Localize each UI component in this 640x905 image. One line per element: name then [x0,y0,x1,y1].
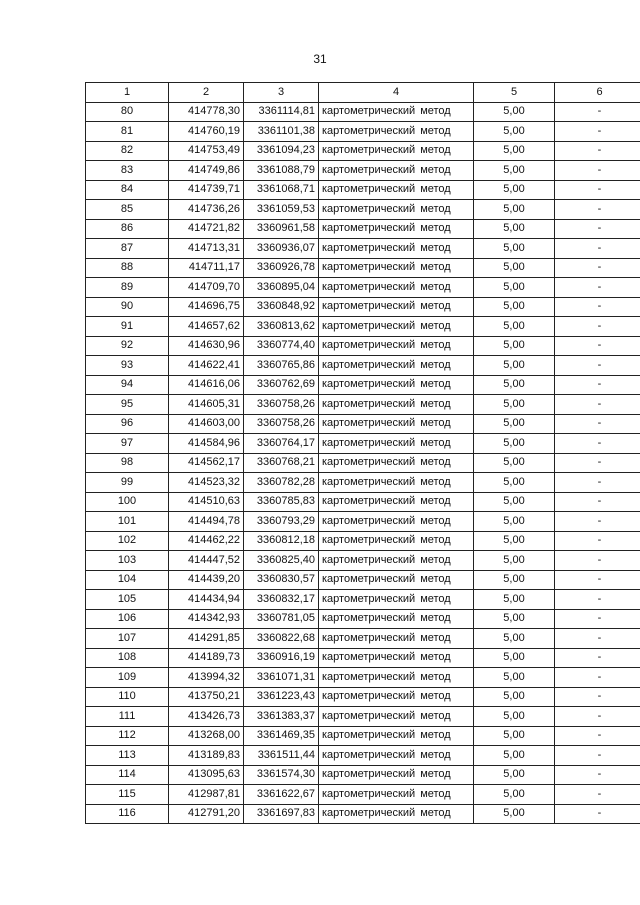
cell-method: картометрический метод [319,570,474,590]
cell-method: картометрический метод [319,804,474,824]
cell-method: картометрический метод [319,102,474,122]
table-body [86,102,640,824]
cell-point-number: 92 [86,336,169,356]
cell-method: картометрический метод [319,668,474,688]
table-row [86,531,640,551]
cell-accuracy: 5,00 [474,492,555,512]
cell-accuracy: 5,00 [474,336,555,356]
cell-point-number: 97 [86,434,169,454]
cell-method: картометрический метод [319,336,474,356]
cell-note: - [555,219,640,239]
cell-y-coordinate: 3361059,53 [244,200,319,220]
cell-x-coordinate: 414616,06 [169,375,244,395]
cell-note: - [555,785,640,805]
cell-x-coordinate: 414584,96 [169,434,244,454]
cell-y-coordinate: 3360813,62 [244,317,319,337]
cell-note: - [555,629,640,649]
table-row [86,629,640,649]
cell-y-coordinate: 3360822,68 [244,629,319,649]
header-x-coordinate: 2 [169,83,244,103]
cell-point-number: 103 [86,551,169,571]
table-row [86,492,640,512]
cell-note: - [555,141,640,161]
cell-method: картометрический метод [319,219,474,239]
cell-accuracy: 5,00 [474,278,555,298]
cell-y-coordinate: 3361383,37 [244,707,319,727]
cell-x-coordinate: 414622,41 [169,356,244,376]
cell-accuracy: 5,00 [474,239,555,259]
cell-point-number: 105 [86,590,169,610]
table-row [86,317,640,337]
cell-note: - [555,122,640,142]
table-row [86,180,640,200]
cell-note: - [555,180,640,200]
cell-note: - [555,395,640,415]
cell-point-number: 114 [86,765,169,785]
table-row [86,336,640,356]
table-row [86,804,640,824]
cell-y-coordinate: 3360926,78 [244,258,319,278]
cell-method: картометрический метод [319,726,474,746]
cell-method: картометрический метод [319,317,474,337]
cell-point-number: 100 [86,492,169,512]
cell-note: - [555,726,640,746]
cell-method: картометрический метод [319,785,474,805]
cell-y-coordinate: 3361094,23 [244,141,319,161]
cell-point-number: 102 [86,531,169,551]
cell-x-coordinate: 414462,22 [169,531,244,551]
cell-x-coordinate: 414562,17 [169,453,244,473]
cell-point-number: 94 [86,375,169,395]
cell-x-coordinate: 414630,96 [169,336,244,356]
cell-x-coordinate: 413189,83 [169,746,244,766]
cell-y-coordinate: 3360764,17 [244,434,319,454]
cell-y-coordinate: 3360793,29 [244,512,319,532]
cell-note: - [555,375,640,395]
cell-point-number: 95 [86,395,169,415]
cell-x-coordinate: 414291,85 [169,629,244,649]
table-row [86,297,640,317]
cell-accuracy: 5,00 [474,707,555,727]
table-row [86,707,640,727]
cell-x-coordinate: 414713,31 [169,239,244,259]
cell-note: - [555,356,640,376]
cell-accuracy: 5,00 [474,122,555,142]
cell-point-number: 85 [86,200,169,220]
cell-point-number: 87 [86,239,169,259]
cell-accuracy: 5,00 [474,161,555,181]
cell-y-coordinate: 3361071,31 [244,668,319,688]
cell-method: картометрический метод [319,297,474,317]
cell-point-number: 107 [86,629,169,649]
cell-method: картометрический метод [319,687,474,707]
table-row [86,473,640,493]
cell-method: картометрический метод [319,278,474,298]
cell-y-coordinate: 3361068,71 [244,180,319,200]
table-row [86,356,640,376]
cell-accuracy: 5,00 [474,200,555,220]
cell-note: - [555,161,640,181]
cell-method: картометрический метод [319,200,474,220]
cell-point-number: 99 [86,473,169,493]
cell-accuracy: 5,00 [474,297,555,317]
coordinates-table [85,82,640,824]
cell-accuracy: 5,00 [474,219,555,239]
cell-point-number: 112 [86,726,169,746]
table-row [86,395,640,415]
cell-accuracy: 5,00 [474,609,555,629]
cell-accuracy: 5,00 [474,629,555,649]
cell-y-coordinate: 3360825,40 [244,551,319,571]
table-row [86,590,640,610]
table-row [86,726,640,746]
table-row [86,609,640,629]
cell-x-coordinate: 414778,30 [169,102,244,122]
table-row [86,414,640,434]
cell-note: - [555,765,640,785]
cell-accuracy: 5,00 [474,746,555,766]
cell-accuracy: 5,00 [474,317,555,337]
cell-y-coordinate: 3361622,67 [244,785,319,805]
cell-note: - [555,668,640,688]
cell-x-coordinate: 413994,32 [169,668,244,688]
cell-y-coordinate: 3360812,18 [244,531,319,551]
cell-point-number: 109 [86,668,169,688]
cell-accuracy: 5,00 [474,395,555,415]
cell-x-coordinate: 414749,86 [169,161,244,181]
cell-method: картометрический метод [319,258,474,278]
cell-point-number: 96 [86,414,169,434]
cell-method: картометрический метод [319,434,474,454]
cell-y-coordinate: 3360758,26 [244,395,319,415]
cell-method: картометрический метод [319,707,474,727]
cell-accuracy: 5,00 [474,414,555,434]
cell-accuracy: 5,00 [474,453,555,473]
cell-point-number: 104 [86,570,169,590]
cell-point-number: 90 [86,297,169,317]
cell-note: - [555,648,640,668]
cell-y-coordinate: 3360848,92 [244,297,319,317]
cell-point-number: 101 [86,512,169,532]
cell-accuracy: 5,00 [474,180,555,200]
cell-y-coordinate: 3360782,28 [244,473,319,493]
cell-method: картометрический метод [319,590,474,610]
cell-accuracy: 5,00 [474,687,555,707]
cell-note: - [555,512,640,532]
cell-x-coordinate: 414605,31 [169,395,244,415]
cell-method: картометрический метод [319,492,474,512]
cell-accuracy: 5,00 [474,531,555,551]
cell-x-coordinate: 414711,17 [169,258,244,278]
table-row [86,765,640,785]
header-note: 6 [555,83,640,103]
cell-note: - [555,434,640,454]
cell-y-coordinate: 3361697,83 [244,804,319,824]
cell-x-coordinate: 414709,70 [169,278,244,298]
cell-note: - [555,278,640,298]
cell-x-coordinate: 414439,20 [169,570,244,590]
table-row [86,648,640,668]
cell-accuracy: 5,00 [474,356,555,376]
cell-note: - [555,551,640,571]
cell-note: - [555,200,640,220]
cell-y-coordinate: 3361088,79 [244,161,319,181]
cell-accuracy: 5,00 [474,375,555,395]
cell-note: - [555,492,640,512]
cell-method: картометрический метод [319,239,474,259]
cell-x-coordinate: 412791,20 [169,804,244,824]
header-row [86,83,640,103]
cell-point-number: 98 [86,453,169,473]
table-row [86,239,640,259]
cell-note: - [555,590,640,610]
cell-x-coordinate: 413750,21 [169,687,244,707]
cell-point-number: 116 [86,804,169,824]
cell-accuracy: 5,00 [474,570,555,590]
cell-note: - [555,453,640,473]
cell-note: - [555,473,640,493]
cell-x-coordinate: 414739,71 [169,180,244,200]
cell-y-coordinate: 3360774,40 [244,336,319,356]
cell-point-number: 80 [86,102,169,122]
table-row [86,161,640,181]
cell-y-coordinate: 3360768,21 [244,453,319,473]
cell-y-coordinate: 3360765,86 [244,356,319,376]
cell-point-number: 84 [86,180,169,200]
cell-x-coordinate: 413268,00 [169,726,244,746]
cell-method: картометрический метод [319,648,474,668]
cell-method: картометрический метод [319,375,474,395]
cell-point-number: 108 [86,648,169,668]
cell-point-number: 82 [86,141,169,161]
cell-method: картометрический метод [319,122,474,142]
cell-note: - [555,804,640,824]
cell-method: картометрический метод [319,141,474,161]
header-y-coordinate: 3 [244,83,319,103]
table-row [86,219,640,239]
table-row [86,453,640,473]
cell-x-coordinate: 414736,26 [169,200,244,220]
cell-point-number: 93 [86,356,169,376]
cell-method: картометрический метод [319,180,474,200]
table-row [86,102,640,122]
cell-accuracy: 5,00 [474,512,555,532]
cell-accuracy: 5,00 [474,726,555,746]
cell-x-coordinate: 414447,52 [169,551,244,571]
cell-x-coordinate: 413095,63 [169,765,244,785]
cell-accuracy: 5,00 [474,668,555,688]
cell-y-coordinate: 3360781,05 [244,609,319,629]
cell-y-coordinate: 3360916,19 [244,648,319,668]
cell-method: картометрический метод [319,473,474,493]
table-row [86,746,640,766]
cell-y-coordinate: 3361114,81 [244,102,319,122]
cell-x-coordinate: 414696,75 [169,297,244,317]
cell-note: - [555,687,640,707]
cell-method: картометрический метод [319,453,474,473]
cell-point-number: 81 [86,122,169,142]
cell-x-coordinate: 414434,94 [169,590,244,610]
cell-method: картометрический метод [319,414,474,434]
cell-method: картометрический метод [319,161,474,181]
cell-method: картометрический метод [319,531,474,551]
cell-accuracy: 5,00 [474,785,555,805]
cell-point-number: 106 [86,609,169,629]
cell-y-coordinate: 3360936,07 [244,239,319,259]
cell-note: - [555,414,640,434]
table-row [86,570,640,590]
cell-note: - [555,317,640,337]
cell-note: - [555,746,640,766]
cell-x-coordinate: 413426,73 [169,707,244,727]
cell-y-coordinate: 3360785,83 [244,492,319,512]
cell-point-number: 110 [86,687,169,707]
cell-method: картометрический метод [319,551,474,571]
table-row [86,141,640,161]
cell-y-coordinate: 3361469,35 [244,726,319,746]
cell-x-coordinate: 414523,32 [169,473,244,493]
cell-accuracy: 5,00 [474,141,555,161]
cell-x-coordinate: 414189,73 [169,648,244,668]
cell-accuracy: 5,00 [474,102,555,122]
cell-note: - [555,102,640,122]
cell-method: картометрический метод [319,395,474,415]
cell-point-number: 111 [86,707,169,727]
cell-x-coordinate: 414760,19 [169,122,244,142]
table-row [86,512,640,532]
cell-method: картометрический метод [319,609,474,629]
cell-y-coordinate: 3360832,17 [244,590,319,610]
page-number: 31 [313,52,327,66]
cell-y-coordinate: 3361574,30 [244,765,319,785]
cell-note: - [555,609,640,629]
cell-x-coordinate: 414657,62 [169,317,244,337]
table-row [86,785,640,805]
cell-x-coordinate: 414342,93 [169,609,244,629]
cell-accuracy: 5,00 [474,434,555,454]
cell-method: картометрический метод [319,629,474,649]
cell-x-coordinate: 414510,63 [169,492,244,512]
table-row [86,200,640,220]
cell-x-coordinate: 414494,78 [169,512,244,532]
cell-point-number: 113 [86,746,169,766]
cell-accuracy: 5,00 [474,804,555,824]
cell-point-number: 115 [86,785,169,805]
cell-y-coordinate: 3360961,58 [244,219,319,239]
cell-x-coordinate: 414753,49 [169,141,244,161]
cell-method: картометрический метод [319,512,474,532]
cell-accuracy: 5,00 [474,648,555,668]
cell-y-coordinate: 3360895,04 [244,278,319,298]
table-row [86,551,640,571]
cell-note: - [555,336,640,356]
cell-point-number: 88 [86,258,169,278]
cell-y-coordinate: 3360758,26 [244,414,319,434]
table-row [86,122,640,142]
cell-y-coordinate: 3360762,69 [244,375,319,395]
table-row [86,687,640,707]
table-row [86,278,640,298]
cell-accuracy: 5,00 [474,551,555,571]
cell-note: - [555,707,640,727]
cell-note: - [555,531,640,551]
table-row [86,668,640,688]
cell-y-coordinate: 3361223,43 [244,687,319,707]
header-method: 4 [319,83,474,103]
cell-method: картометрический метод [319,765,474,785]
cell-x-coordinate: 412987,81 [169,785,244,805]
cell-note: - [555,297,640,317]
cell-accuracy: 5,00 [474,258,555,278]
cell-note: - [555,258,640,278]
cell-y-coordinate: 3361101,38 [244,122,319,142]
cell-point-number: 89 [86,278,169,298]
cell-accuracy: 5,00 [474,473,555,493]
cell-method: картометрический метод [319,356,474,376]
table-row [86,258,640,278]
cell-note: - [555,570,640,590]
cell-accuracy: 5,00 [474,765,555,785]
cell-x-coordinate: 414603,00 [169,414,244,434]
cell-x-coordinate: 414721,82 [169,219,244,239]
header-accuracy: 5 [474,83,555,103]
table-row [86,375,640,395]
table-header [86,83,640,103]
table-row [86,434,640,454]
cell-y-coordinate: 3360830,57 [244,570,319,590]
cell-y-coordinate: 3361511,44 [244,746,319,766]
cell-note: - [555,239,640,259]
cell-point-number: 86 [86,219,169,239]
cell-point-number: 91 [86,317,169,337]
cell-method: картометрический метод [319,746,474,766]
cell-point-number: 83 [86,161,169,181]
header-point-number: 1 [86,83,169,103]
cell-accuracy: 5,00 [474,590,555,610]
